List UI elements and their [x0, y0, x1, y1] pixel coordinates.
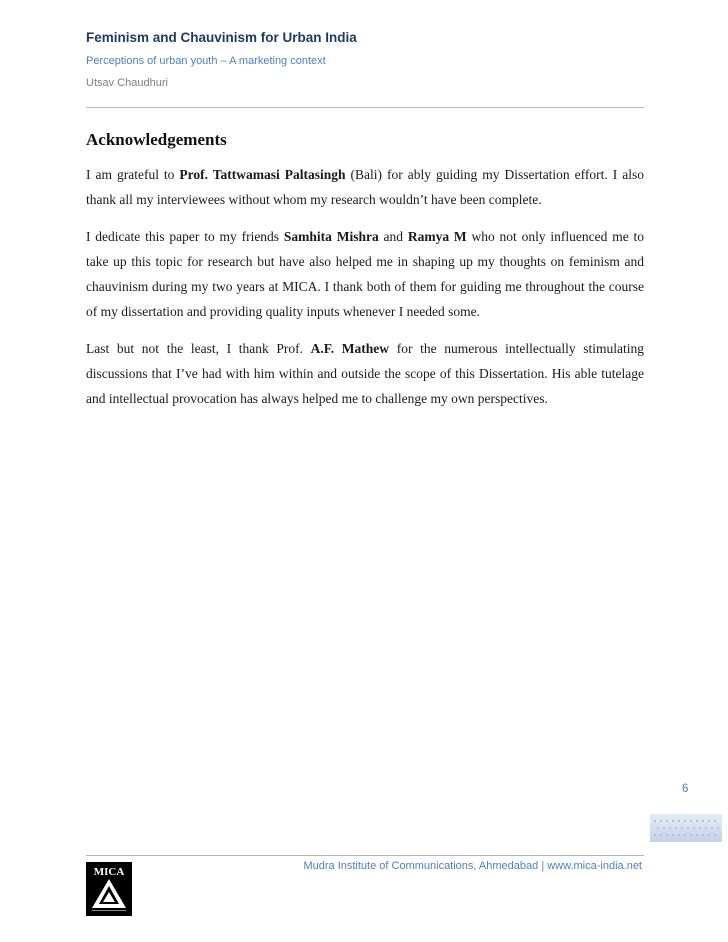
footer-separator: |: [541, 860, 545, 872]
bold-name: A.F. Mathew: [310, 341, 390, 356]
page-number: 6: [682, 783, 689, 795]
footer-divider: [86, 855, 644, 856]
bold-name: Prof. Tattwamasi Paltasingh: [179, 167, 346, 182]
page-tab-decoration: [650, 814, 722, 842]
header-divider: [86, 107, 644, 108]
mica-triangle-logo-icon: [86, 862, 132, 916]
bold-name: Ramya M: [407, 229, 467, 244]
section-heading: Acknowledgements: [86, 130, 227, 149]
paragraph-2: [86, 224, 644, 324]
footer-url: www.mica-india.net: [547, 860, 642, 872]
text-run: and: [378, 229, 408, 244]
mica-logo: [86, 862, 132, 916]
bold-name: Samhita Mishra: [283, 229, 379, 244]
page-header: [86, 28, 644, 90]
text-run: Last but not the least, I thank Prof.: [86, 341, 311, 356]
paragraph-1: [86, 162, 644, 212]
text-run: (Bali) for ably guiding my Dissertation effort. I also thank all my interviewees without whom my research wouldn’t have been complete.: [86, 167, 645, 207]
text-run: I am grateful to: [86, 167, 180, 182]
text-run: who not only influenced me to take up this topic for research but have also helped me in shaping up my thoughts on feminism and chauvinism during my two years at MICA. I thank both of them for guiding me throughout the course of my dissertation and providing quality inputs whenever I needed some.: [86, 229, 644, 319]
document-author: Utsav Chaudhuri: [86, 77, 168, 89]
document-subtitle: Perceptions of urban youth – A marketing context: [86, 55, 326, 67]
text-run: for the numerous intellectually stimulating discussions that I’ve had with him within and outside the scope of this Dissertation. His able tutelage and intellectual provocation has always helped me to challenge my own perspectives.: [86, 341, 645, 406]
document-title: Feminism and Chauvinism for Urban India: [86, 30, 357, 45]
logo-text: MICA: [93, 866, 125, 878]
footer-institute: Mudra Institute of Communications, Ahmedabad: [303, 860, 539, 872]
page-content: [86, 128, 644, 423]
text-run: I dedicate this paper to my friends: [86, 229, 284, 244]
paragraph-3: [86, 336, 644, 411]
dotted-pattern-icon: [650, 814, 722, 842]
footer-text: [86, 860, 642, 872]
